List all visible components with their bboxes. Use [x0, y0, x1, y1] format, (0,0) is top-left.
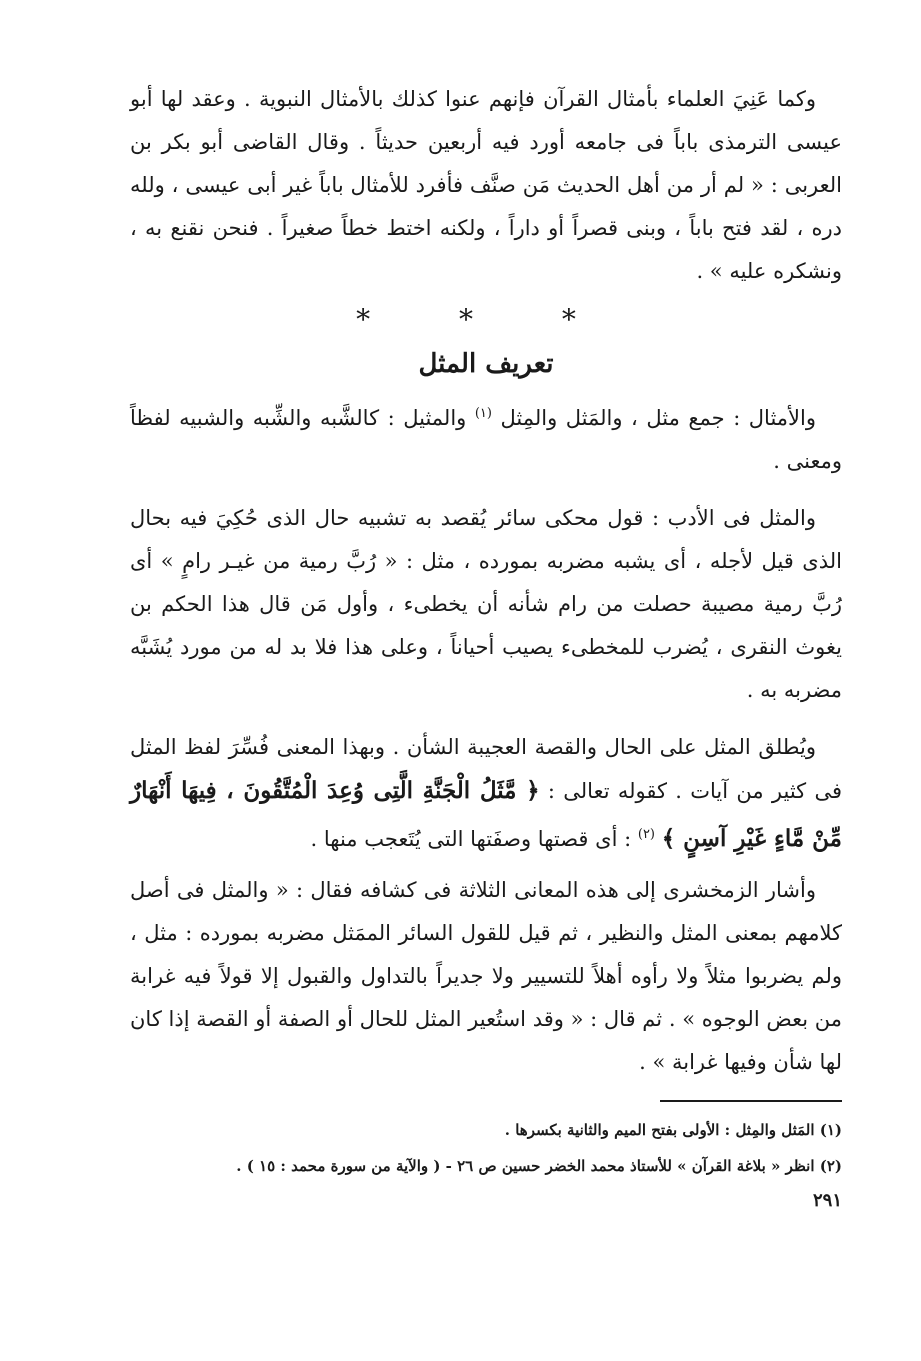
section-heading: تعريف المثل — [418, 349, 554, 379]
page-body — [130, 78, 842, 1084]
footnote-divider — [660, 1100, 842, 1102]
quranic-usage-intro: ويُطلق المثل على الحال والقصة العجيبة الشأن . وبهذا المعنى فُسِّرَ لفظ المثل فى كثير من آيات . كقوله تعالى : — [130, 735, 842, 803]
footnotes — [130, 1112, 842, 1184]
quran-verse: ﴿ مَّثَلُ الْجَنَّةِ الَّتِى وُعِدَ الْمُتَّقُونَ ، فِيهَا أَنْهَارٌ مِّنْ مَّاءٍ غَيْرِ آسِنٍ ﴾ — [130, 777, 842, 852]
paragraph-quranic-usage — [130, 726, 842, 861]
paragraph-zamakhshari: وأشار الزمخشرى إلى هذه المعانى الثلاثة فى كشافه فقال : « والمثل فى أصل كلامهم بمعنى المثل والنظير ، ثم قيل للقول السائر الممَثل مضربه بمورده : مثل ، ولم يضربوا مثلاً ولا رأوه أهلاً للتسيير ولا جديراً بالتداول والقبول إلا قولاً فيه غرابة من بعض الوجوه » . ثم قال : « وقد استُعير المثل للحال أو الصفة أو القصة إذا كان لها شأن وفيها غرابة » . — [130, 878, 842, 1074]
footnote-2: (٢) انظر « بلاغة القرآن » للأستاذ محمد الخضر حسين ص ٢٦ - ( والآية من سورة محمد : ١٥ ) . — [236, 1157, 842, 1175]
quranic-usage-explanation: : أى قصتها وصفَتها التى يُتَعجب منها . — [310, 827, 632, 851]
footnote-ref-1: (١) — [474, 406, 492, 421]
section-ornament: * * * — [356, 303, 616, 336]
definition-text-end: والمثيل : كالشَّبه والشِّبه والشبيه لفظاً ومعنى . — [130, 406, 842, 473]
footnote-1: (١) المَثل والمِثل : الأولى بفتح الميم والثانية بكسرها . — [504, 1121, 842, 1139]
paragraph-definition — [130, 392, 842, 483]
page-number: ٢٩١ — [812, 1190, 842, 1211]
definition-text-start: والأمثال : جمع مثل ، والمَثل والمِثل — [500, 406, 816, 430]
footnote-ref-2: (٢) — [637, 827, 655, 842]
paragraph-literary-proverb: والمثل فى الأدب : قول محكى سائر يُقصد به تشبيه حال الذى حُكِيَ فيه بحال الذى قيل لأجله ، أى يشبه مضربه بمورده ، مثل : « رُبَّ رمية من غيـر رامٍ » أى رُبَّ رمية مصيبة حصلت من رام شأنه أن يخطىء ، وأول مَن قال هذا الحكم بن يغوث النقرى ، يُضرب للمخطىء يصيب أحياناً ، وعلى هذا فلا بد له من مورد يُشَبَّه مضربه به . — [130, 506, 842, 702]
paragraph-prophetic-proverbs: وكما عَنِيَ العلماء بأمثال القرآن فإنهم عنوا كذلك بالأمثال النبوية . وعقد لها أبو عيسى الترمذى باباً فى جامعه أورد فيه أربعين حديثاً . وقال القاضى أبو بكر بن العربى : « لم أر من أهل الحديث مَن صنَّف فأفرد للأمثال باباً غير أبى عيسى ، ولله دره ، لقد فتح باباً ، وبنى قصراً أو داراً ، ولكنه اختط خطاً صغيراً . فنحن نقنع به ، ونشكره عليه » . — [130, 87, 842, 283]
